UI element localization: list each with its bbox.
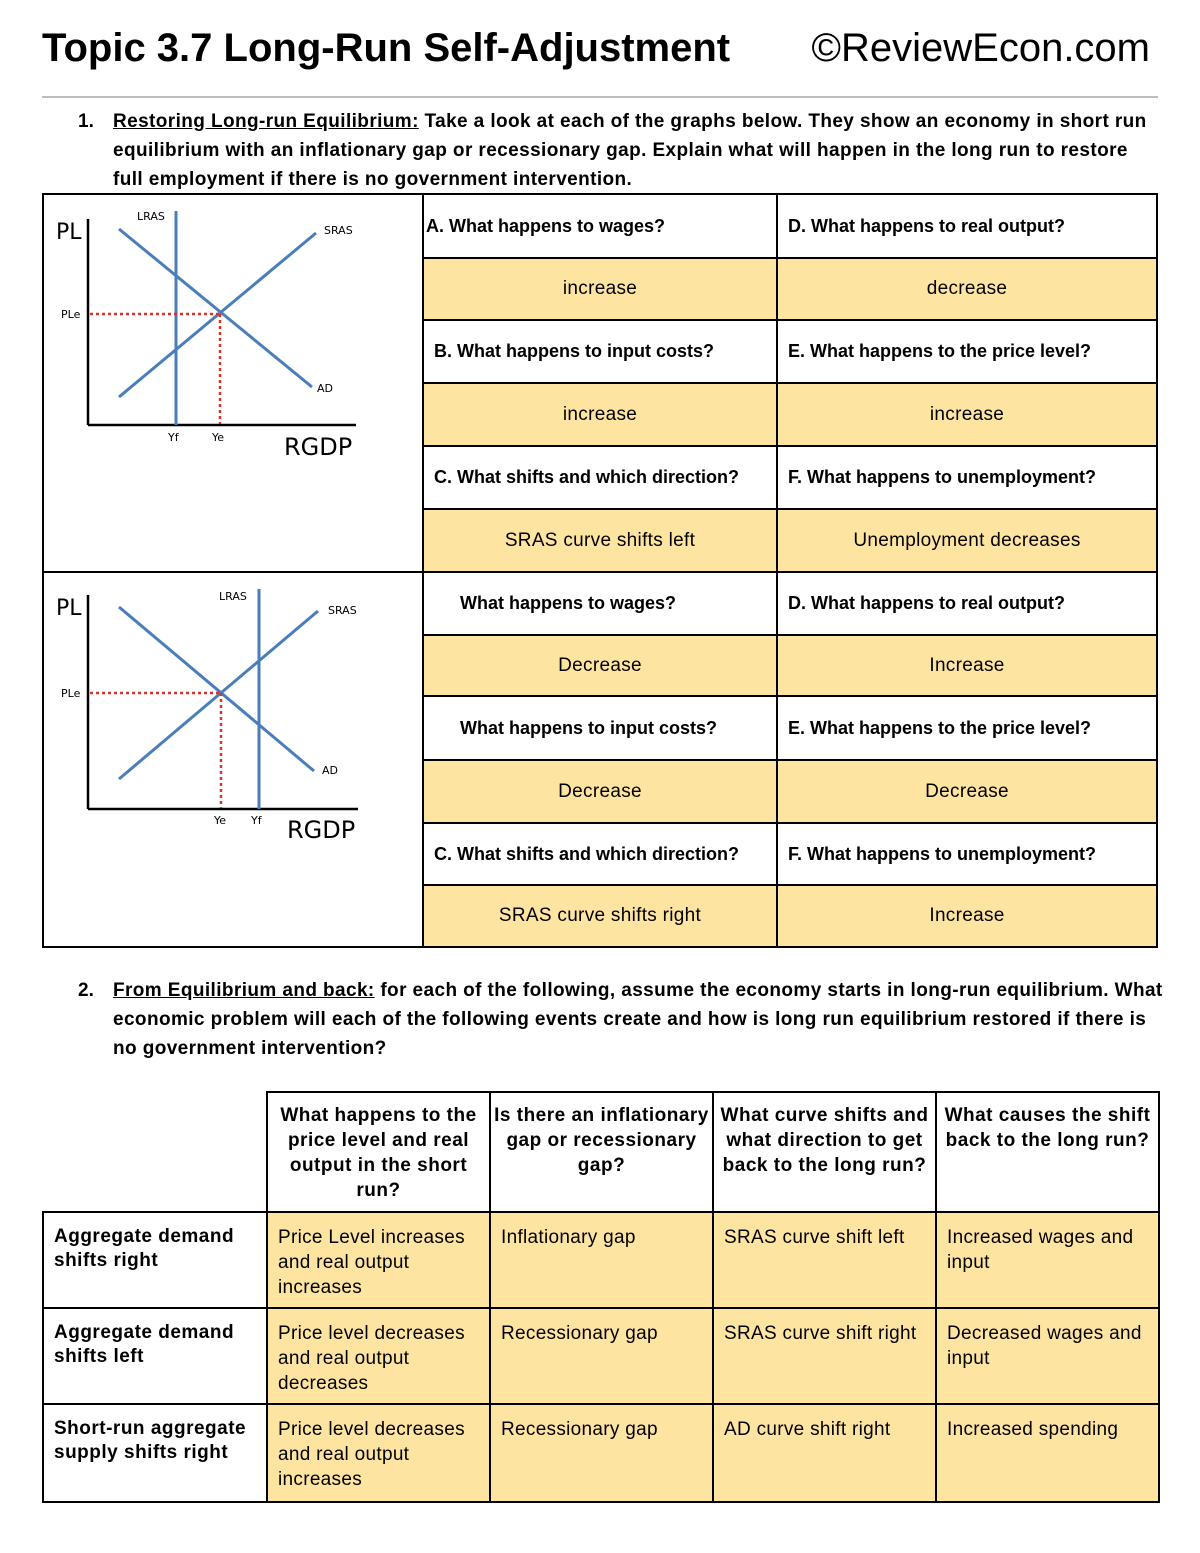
graph1-lras-label: LRAS — [137, 210, 165, 223]
row1-cell-curve-shift: SRAS curve shift left — [712, 1211, 937, 1309]
graph-inflationary-gap — [44, 195, 422, 571]
col-header-gap-type: Is there an inflationary gap or recessionary gap? — [489, 1091, 714, 1213]
row3-cell-short-run: Price level decreases and real output increases — [266, 1403, 491, 1503]
block1-question-wages: A. What happens to wages? — [426, 215, 666, 236]
block2-answer-wages: Decrease — [424, 636, 776, 695]
question-1-text: Take a look at each of the graphs below. They show an economy in short run equilibrium with an inflationary gap or recessionary gap. Explain what will happen in the long run to restore full employment if there is no government intervention. — [113, 111, 1147, 190]
block2-question-shifts: C. What shifts and which direction? — [434, 843, 740, 864]
block2-answer-shifts: SRAS curve shifts right — [424, 886, 776, 946]
block1-answer-shifts: SRAS curve shifts left — [424, 510, 776, 571]
graph2-ad-label: AD — [322, 764, 338, 777]
col-header-curve-shift: What curve shifts and what direction to get back to the long run? — [712, 1091, 937, 1213]
row2-cell-curve-shift: SRAS curve shift right — [712, 1307, 937, 1405]
block2-question-unemployment: F. What happens to unemployment? — [788, 843, 1097, 864]
graph2-pl-label: PL — [56, 596, 82, 621]
row2-cell-short-run: Price level decreases and real output decreases — [266, 1307, 491, 1405]
graph2-yf-label: Yf — [251, 814, 262, 827]
block1-answer-price-level: increase — [778, 384, 1156, 445]
block1-question-shifts: C. What shifts and which direction? — [434, 467, 740, 487]
block1-answer-wages: increase — [424, 259, 776, 319]
block1-answer-unemployment: Unemployment decreases — [778, 510, 1156, 571]
row1-cell-cause: Increased wages and input — [935, 1211, 1160, 1309]
block2-answer-input-costs: Decrease — [424, 761, 776, 822]
graph1-ad-label: AD — [317, 382, 333, 395]
row1-cell-gap-type: Inflationary gap — [489, 1211, 714, 1309]
graph2-ye-label: Ye — [214, 814, 227, 827]
col-header-short-run: What happens to the price level and real output in the short run? — [266, 1091, 491, 1213]
row-label-sras-right: Short-run aggregate supply shifts right — [42, 1403, 268, 1503]
graph1-ple-label: PLe — [61, 308, 81, 321]
question-1-number: 1. — [78, 111, 94, 132]
block1-answer-input-costs: increase — [424, 384, 776, 445]
question-1-table — [42, 193, 1158, 948]
graph-recessionary-gap — [44, 573, 422, 946]
question-1-heading: Restoring Long-run Equilibrium: — [113, 111, 419, 132]
graph1-ye-label: Ye — [212, 431, 225, 444]
question-2-text: for each of the following, assume the economy starts in long-run equilibrium. What economic problem will each of the following events create and how is long run equilibrium restored if there is no government intervention? — [113, 980, 1163, 1059]
page-title: Topic 3.7 Long-Run Self-Adjustment — [42, 26, 731, 70]
block1-question-unemployment: F. What happens to unemployment? — [788, 467, 1097, 487]
block1-answer-real-output: decrease — [778, 259, 1156, 319]
question-2-number: 2. — [78, 980, 94, 1001]
col-header-cause: What causes the shift back to the long run? — [935, 1091, 1160, 1213]
row-label-ad-left: Aggregate demand shifts left — [42, 1307, 268, 1405]
block2-question-real-output: D. What happens to real output? — [788, 593, 1065, 613]
row3-cell-cause: Increased spending — [935, 1403, 1160, 1503]
header-divider — [42, 96, 1158, 98]
question-2-heading: From Equilibrium and back: — [113, 980, 375, 1001]
block2-question-price-level: E. What happens to the price level? — [788, 717, 1092, 738]
graph1-pl-label: PL — [56, 220, 82, 245]
row2-cell-cause: Decreased wages and input — [935, 1307, 1160, 1405]
question-2-prompt — [113, 976, 1163, 1063]
graph2-rgdp-label: RGDP — [287, 816, 356, 844]
block2-answer-unemployment: Increase — [778, 886, 1156, 946]
site-name: ©ReviewEcon.com — [811, 26, 1150, 70]
block1-question-real-output: D. What happens to real output? — [788, 215, 1065, 236]
block2-answer-price-level: Decrease — [778, 761, 1156, 822]
graph1-sras-label: SRAS — [324, 224, 353, 237]
row3-cell-curve-shift: AD curve shift right — [712, 1403, 937, 1503]
block2-question-input-costs: What happens to input costs? — [460, 717, 717, 738]
block1-question-price-level: E. What happens to the price level? — [788, 341, 1092, 361]
graph2-sras-label: SRAS — [328, 604, 357, 617]
graph2-ple-label: PLe — [61, 687, 81, 700]
row3-cell-gap-type: Recessionary gap — [489, 1403, 714, 1503]
block2-answer-real-output: Increase — [778, 636, 1156, 695]
graph1-yf-label: Yf — [168, 431, 179, 444]
graph1-rgdp-label: RGDP — [284, 433, 353, 461]
question-1-prompt — [113, 107, 1163, 194]
row-label-ad-right: Aggregate demand shifts right — [42, 1211, 268, 1309]
block2-question-wages: What happens to wages? — [460, 593, 677, 613]
row1-cell-short-run: Price Level increases and real output increases — [266, 1211, 491, 1309]
block1-question-input-costs: B. What happens to input costs? — [434, 341, 714, 361]
graph2-lras-label: LRAS — [219, 590, 247, 603]
row2-cell-gap-type: Recessionary gap — [489, 1307, 714, 1405]
